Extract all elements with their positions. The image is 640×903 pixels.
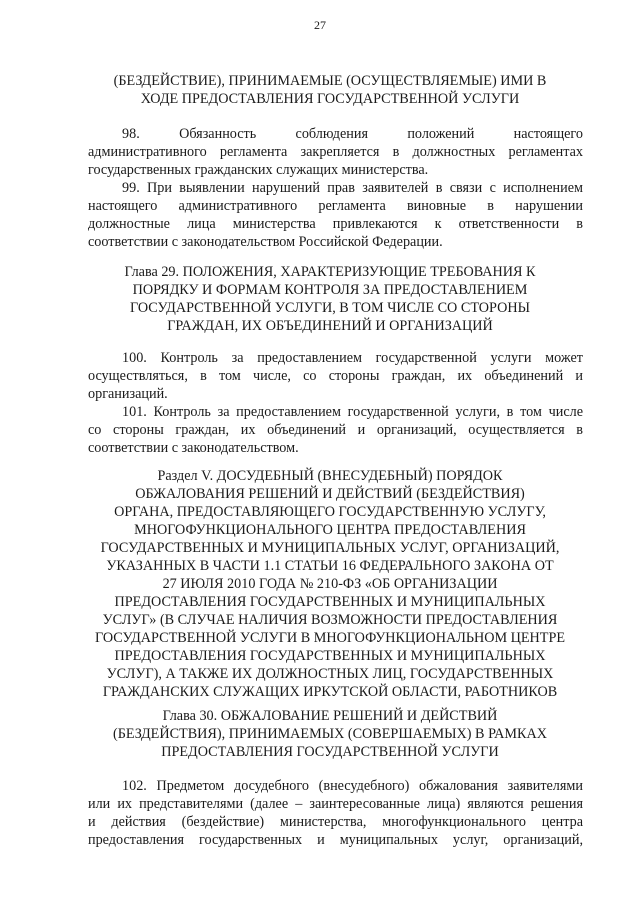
chapter-29-heading xyxy=(80,263,580,335)
paragraph-100 xyxy=(88,349,583,403)
heading-line: ПОРЯДКУ И ФОРМАМ КОНТРОЛЯ ЗА ПРЕДОСТАВЛЕНИЕМ xyxy=(132,282,528,298)
heading-line: УСЛУГ), А ТАКЖЕ ИХ ДОЛЖНОСТНЫХ ЛИЦ, ГОСУДАРСТВЕННЫХ xyxy=(106,666,554,682)
paragraph-line: настоящего административного регламента виновные в нарушении xyxy=(88,198,583,214)
heading-line: ГОСУДАРСТВЕННОЙ УСЛУГИ В МНОГОФУНКЦИОНАЛЬНОМ ЦЕНТРЕ xyxy=(94,630,566,646)
paragraph-line: 99. При выявлении нарушений прав заявителей в связи с исполнением xyxy=(122,180,583,196)
paragraph-line: 100. Контроль за предоставлением государственной услуги может xyxy=(122,350,583,366)
paragraph-line: и действия (бездействие) министерства, многофункционального центра xyxy=(88,814,583,830)
section-v-heading xyxy=(80,467,580,701)
heading-line: ГОСУДАРСТВЕННОЙ УСЛУГИ, В ТОМ ЧИСЛЕ СО СТОРОНЫ xyxy=(130,300,530,316)
paragraph-line: соответствии с законодательством Российской Федерации. xyxy=(88,234,443,250)
paragraph-line: 102. Предметом досудебного (внесудебного) обжалования заявителями xyxy=(122,778,583,794)
paragraph-line: осуществляться, в том числе, со стороны граждан, их объединений и xyxy=(88,368,583,384)
heading-line: ГОСУДАРСТВЕННЫХ И МУНИЦИПАЛЬНЫХ УСЛУГ, ОРГАНИЗАЦИЙ, xyxy=(100,540,560,556)
heading-line: УСЛУГ» (В СЛУЧАЕ НАЛИЧИЯ ВОЗМОЖНОСТИ ПРЕДОСТАВЛЕНИЯ xyxy=(102,612,558,628)
chapter-30-heading xyxy=(80,707,580,761)
paragraph-line: соответствии с законодательством. xyxy=(88,440,299,456)
paragraph-line: должностные лица министерства привлекаются к ответственности в xyxy=(88,216,583,232)
heading-line: (БЕЗДЕЙСТВИЯ), ПРИНИМАЕМЫХ (СОВЕРШАЕМЫХ) В РАМКАХ xyxy=(113,726,547,742)
heading-line: 27 ИЮЛЯ 2010 ГОДА № 210-ФЗ «ОБ ОРГАНИЗАЦИИ xyxy=(162,576,498,592)
paragraph-102 xyxy=(88,777,583,849)
page-number: 27 xyxy=(314,18,326,32)
paragraph-line: административного регламента закрепляется в должностных регламентах xyxy=(88,144,583,160)
paragraph-line: 101. Контроль за предоставлением государственной услуги, в том числе xyxy=(122,404,583,420)
paragraph-line: предоставления государственных и муниципальных услуг, организаций, xyxy=(88,832,583,848)
heading-line: Раздел V. ДОСУДЕБНЫЙ (ВНЕСУДЕБНЫЙ) ПОРЯДОК xyxy=(157,468,503,484)
heading-line: ОБЖАЛОВАНИЯ РЕШЕНИЙ И ДЕЙСТВИЙ (БЕЗДЕЙСТВИЯ) xyxy=(135,486,525,502)
heading-line: (БЕЗДЕЙСТВИЕ), ПРИНИМАЕМЫЕ (ОСУЩЕСТВЛЯЕМЫЕ) ИМИ В xyxy=(113,73,547,89)
paragraph-101 xyxy=(88,403,583,457)
heading-line: ОРГАНА, ПРЕДОСТАВЛЯЮЩЕГО ГОСУДАРСТВЕННУЮ УСЛУГУ, xyxy=(114,504,546,520)
paragraph-line: или их представителями (далее – заинтересованные лица) являются решения xyxy=(88,796,583,812)
paragraph-line: со стороны граждан, их объединений и организаций, осуществляется в xyxy=(88,422,583,438)
paragraph-line: организаций. xyxy=(88,386,168,402)
heading-top xyxy=(80,72,580,108)
heading-line: Глава 29. ПОЛОЖЕНИЯ, ХАРАКТЕРИЗУЮЩИЕ ТРЕБОВАНИЯ К xyxy=(124,264,536,280)
heading-line: УКАЗАННЫХ В ЧАСТИ 1.1 СТАТЬИ 16 ФЕДЕРАЛЬНОГО ЗАКОНА ОТ xyxy=(106,558,554,574)
paragraph-line: государственных гражданских служащих министерства. xyxy=(88,162,429,178)
paragraph-98 xyxy=(88,125,583,179)
heading-line: Глава 30. ОБЖАЛОВАНИЕ РЕШЕНИЙ И ДЕЙСТВИЙ xyxy=(162,708,498,724)
heading-line: ГРАЖДАН, ИХ ОБЪЕДИНЕНИЙ И ОРГАНИЗАЦИЙ xyxy=(167,318,493,334)
heading-line: ГРАЖДАНСКИХ СЛУЖАЩИХ ИРКУТСКОЙ ОБЛАСТИ, РАБОТНИКОВ xyxy=(102,684,558,700)
heading-line: ПРЕДОСТАВЛЕНИЯ ГОСУДАРСТВЕННЫХ И МУНИЦИПАЛЬНЫХ xyxy=(114,648,546,664)
paragraph-99 xyxy=(88,179,583,251)
heading-line: ПРЕДОСТАВЛЕНИЯ ГОСУДАРСТВЕННЫХ И МУНИЦИПАЛЬНЫХ xyxy=(114,594,546,610)
heading-line: ПРЕДОСТАВЛЕНИЯ ГОСУДАРСТВЕННОЙ УСЛУГИ xyxy=(161,744,499,760)
paragraph-line: 98. Обязанность соблюдения положений настоящего xyxy=(122,126,583,142)
heading-line: ХОДЕ ПРЕДОСТАВЛЕНИЯ ГОСУДАРСТВЕННОЙ УСЛУГИ xyxy=(140,91,520,107)
heading-line: МНОГОФУНКЦИОНАЛЬНОГО ЦЕНТРА ПРЕДОСТАВЛЕНИЯ xyxy=(134,522,526,538)
